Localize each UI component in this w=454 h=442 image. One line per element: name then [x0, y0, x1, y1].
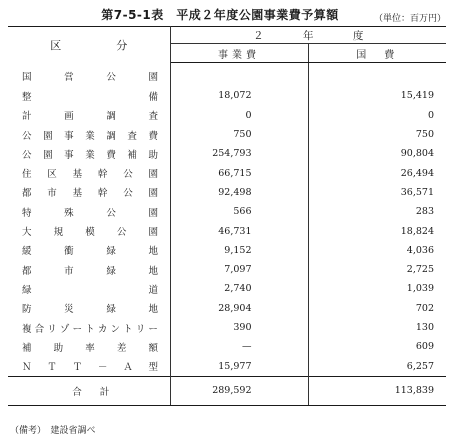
total-row	[8, 376, 446, 405]
row-project-cost: 390	[170, 318, 308, 337]
row-label-text: 補 助 率 差 額	[22, 342, 158, 354]
source-note: （備考） 建設省調べ	[10, 426, 96, 436]
row-national-cost: 283	[415, 206, 434, 218]
budget-table	[8, 26, 446, 406]
row-label-text: 住 区 基 幹 公 園	[22, 169, 158, 181]
table-row	[8, 125, 446, 144]
row-national-cost: 18,824	[400, 225, 434, 237]
table-row	[8, 337, 446, 356]
row-label-text: 都 市 緑 地	[22, 265, 158, 277]
table-row	[8, 183, 446, 202]
row-project-cost: 0	[170, 106, 308, 125]
row-label	[8, 356, 170, 376]
row-label-text: 大 規 模 公 園	[22, 227, 158, 239]
row-label	[8, 299, 170, 318]
row-label-text: 国 営 公 園	[22, 72, 158, 84]
row-label	[8, 86, 170, 105]
row-project-cost: 9,152	[170, 241, 308, 260]
table-row	[8, 86, 446, 105]
table-row	[8, 144, 446, 163]
row-national-cost: 26,494	[400, 167, 434, 179]
table-row	[8, 260, 446, 279]
row-national-cost: 15,419	[400, 90, 434, 102]
table-row	[8, 106, 446, 125]
header-year: ２ 年 度	[170, 27, 446, 44]
row-label-text: 公 園 事 業 調 査 費	[22, 130, 158, 142]
row-national-cost: 90,804	[400, 148, 434, 160]
row-label-text: 整 備	[22, 91, 158, 103]
row-label-text: Ｎ Ｔ Ｔ － Ａ 型	[22, 362, 158, 374]
row-project-cost: 566	[170, 202, 308, 221]
row-national-cost: 130	[415, 322, 434, 333]
unit-label: （単位：百万円）	[373, 14, 446, 24]
row-label-text: 計 画 調 査	[22, 111, 158, 123]
row-label	[8, 241, 170, 260]
table-row	[8, 63, 446, 87]
table-row	[8, 241, 446, 260]
row-project-cost: —	[170, 337, 308, 356]
row-label-text: 複 合 リ ゾ ー ト カ ン ト リ ー	[22, 323, 158, 335]
row-national-cost: 609	[415, 341, 434, 353]
row-label	[8, 318, 170, 337]
row-project-cost: 46,731	[170, 221, 308, 240]
table-row	[8, 318, 446, 337]
header-category: 区 分	[8, 27, 170, 63]
table-row	[8, 279, 446, 298]
table-row	[8, 221, 446, 240]
total-national-cost: 113,839	[308, 376, 446, 405]
row-national-cost: 0	[427, 109, 434, 121]
row-label-text: 特 殊 公 園	[22, 207, 158, 219]
row-project-cost: 18,072	[170, 86, 308, 105]
table-row	[8, 299, 446, 318]
row-national-cost: 6,257	[406, 360, 434, 372]
row-label-text: 緑 道	[22, 284, 158, 296]
row-label	[8, 106, 170, 125]
row-national-cost: 2,725	[406, 264, 434, 276]
row-national-cost: 1,039	[406, 283, 434, 295]
row-label-text: 公 園 事 業 費 補 助	[22, 149, 158, 161]
row-project-cost: 66,715	[170, 163, 308, 182]
table-row	[8, 202, 446, 221]
row-project-cost: 750	[170, 125, 308, 144]
row-label	[8, 260, 170, 279]
row-national-cost	[308, 63, 446, 87]
row-project-cost: 15,977	[170, 356, 308, 376]
row-label-text: 都 市 基 幹 公 園	[22, 188, 158, 200]
row-project-cost: 2,740	[170, 279, 308, 298]
row-label	[8, 183, 170, 202]
header-project-cost: 事業費	[170, 44, 308, 63]
row-label-text: 緩 衝 緑 地	[22, 246, 158, 258]
row-project-cost	[170, 63, 308, 87]
row-project-cost: 7,097	[170, 260, 308, 279]
row-national-cost: 36,571	[400, 186, 434, 198]
table-row	[8, 163, 446, 182]
row-project-cost: 28,904	[170, 299, 308, 318]
table-row	[8, 356, 446, 376]
row-national-cost: 750	[415, 129, 434, 141]
header-national-cost: 国 費	[308, 44, 446, 63]
row-label	[8, 144, 170, 163]
row-label	[8, 279, 170, 298]
row-project-cost: 254,793	[170, 144, 308, 163]
total-label: 合計	[8, 376, 170, 405]
row-project-cost: 92,498	[170, 183, 308, 202]
row-label-text: 防 災 緑 地	[22, 304, 158, 316]
row-national-cost: 4,036	[406, 244, 434, 256]
row-label	[8, 125, 170, 144]
table-body	[8, 63, 446, 406]
row-label	[8, 63, 170, 87]
row-label	[8, 163, 170, 182]
row-national-cost: 702	[415, 302, 434, 314]
row-label	[8, 221, 170, 240]
row-label	[8, 337, 170, 356]
row-label	[8, 202, 170, 221]
page-title: 第7-5-1表 平成２年度公園事業費予算額	[101, 8, 339, 22]
total-project-cost: 289,592	[170, 376, 308, 405]
